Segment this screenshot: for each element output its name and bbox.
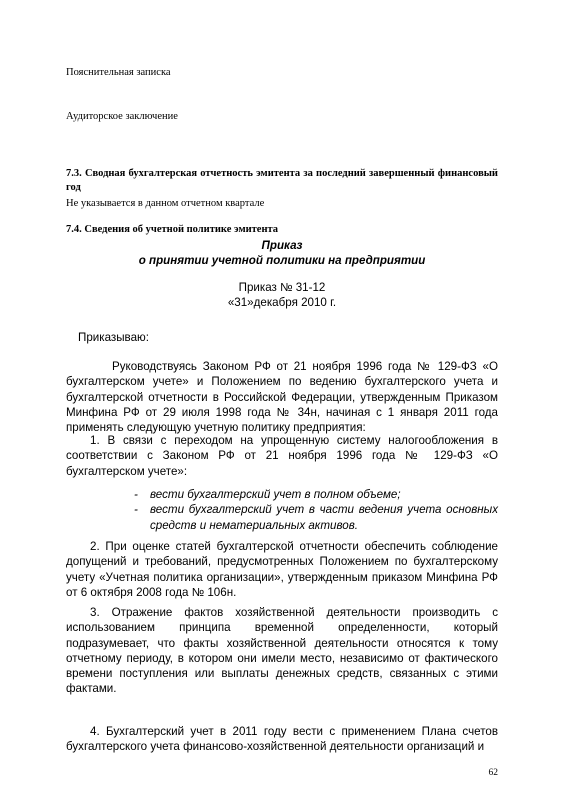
list-item: - вести бухгалтерский учет в части ведения учета основных средств и нематериальных активов. xyxy=(134,503,498,532)
order-paragraph-2: 2. При оценке статей бухгалтерской отчетности обеспечить соблюдение допущений и требований, предусмотренных Положением по бухгалтерскому учету «Учетная политика организации», утвержденным приказом Минфина РФ от 6 октября 2008 года № 106н. xyxy=(66,540,498,599)
dash-marker: - xyxy=(134,503,138,517)
order-command: Приказываю: xyxy=(78,331,149,344)
order-title-line2: о принятии учетной политики на предприятии xyxy=(138,254,426,267)
order-bullet-list xyxy=(134,487,498,533)
page-number: 62 xyxy=(488,768,498,778)
order-number: Приказ № 31-12 xyxy=(238,281,326,294)
header-item-audit-report: Аудиторское заключение xyxy=(66,111,178,122)
section-7-3-note: Не указывается в данном отчетном квартале xyxy=(66,198,265,209)
header-item-explanatory-note: Пояснительная записка xyxy=(66,67,171,78)
order-title-line1: Приказ xyxy=(261,239,303,252)
order-paragraph-1: 1. В связи с переходом на упрощенную систему налогообложения в соответствии с Законом РФ от 21 ноября 1996 года № 129-ФЗ «О бухгалтерском учете»: xyxy=(66,434,498,478)
dash-marker: - xyxy=(134,488,138,501)
order-paragraph-3: 3. Отражение фактов хозяйственной деятельности производить с использованием принципа временной определенности, который подразумевает, что факты хозяйственной деятельности относятся к тому отчетному периоду, в котором они имели место, независимо от фактического времени поступления или выплаты денежных средств, связанных с этими фактами. xyxy=(66,606,498,696)
section-7-4-title: 7.4. Сведения об учетной политике эмитента xyxy=(66,224,279,235)
section-7-3-title: 7.3. Сводная бухгалтерская отчетность эмитента за последний завершенный финансовый год xyxy=(66,168,498,193)
order-paragraph-4: 4. Бухгалтерский учет в 2011 году вести с применением Плана счетов бухгалтерского учета финансово-хозяйственной деятельности организаций и xyxy=(66,725,498,754)
order-date: «31»декабря 2010 г. xyxy=(227,296,337,309)
order-intro-paragraph: Руководствуясь Законом РФ от 21 ноября 1996 года № 129-ФЗ «О бухгалтерском учете» и Положением по ведению бухгалтерского учета и бухгалтерской отчетности в Российской Федерации, утвержденным Приказом Минфина РФ от 29 июля 1998 года № 34н, начиная с 1 января 2011 года применять следующую учетную политику предприятия: xyxy=(66,360,498,435)
list-item: - вести бухгалтерский учет в полном объеме; xyxy=(134,488,401,501)
